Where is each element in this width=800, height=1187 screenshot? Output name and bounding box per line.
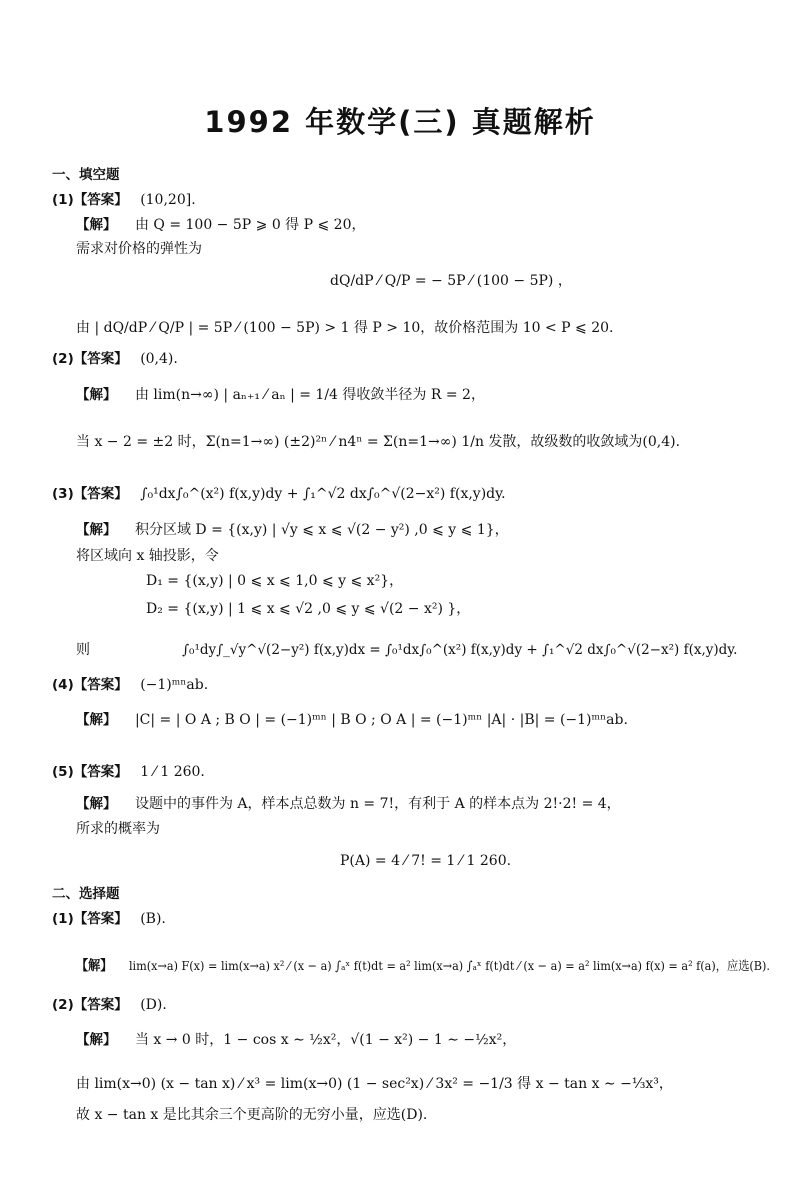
answer-label: (4)【答案】 [52, 677, 128, 693]
q3-solution-line-1 [76, 521, 509, 539]
answer-value: (D). [140, 997, 167, 1013]
solution-text: 设题中的事件为 A，样本点总数为 n = 7!，有利于 A 的样本点为 2!·2! = 4， [134, 796, 621, 812]
q5-solution-line-2: 所求的概率为 [76, 821, 160, 837]
s2-q1-answer-row [52, 910, 166, 928]
answer-label: (3)【答案】 [52, 486, 128, 502]
answer-value: (B). [140, 911, 166, 927]
q4-solution-line-1 [76, 711, 628, 729]
solution-text: lim(x→a) F(x) = lim(x→a) x² ⁄ (x − a) ∫ₐˣ f(t)dt = a² lim(x→a) ∫ₐˣ f(t)dt ⁄ (x − a) = a² lim(x→a) f(x) = a² f(a)，应选(B). [128, 958, 770, 973]
solution-label: 【解】 [76, 217, 117, 233]
answer-label: (2)【答案】 [52, 351, 128, 367]
solution-text: 当 x → 0 时，1 − cos x ∼ ½x²，√(1 − x²) − 1 ∼ −½x²， [134, 1032, 517, 1048]
q1-solution-line-4: 由 | dQ/dP ⁄ Q/P | = 5P ⁄ (100 − 5P) > 1 得 P > 10，故价格范围为 10 < P ⩽ 20. [76, 320, 614, 336]
s2-q2-solution-line-3: 故 x − tan x 是比其余三个更高阶的无穷小量，应选(D). [76, 1107, 428, 1123]
answer-value: ∫₀¹dx∫₀^(x²) f(x,y)dy + ∫₁^√2 dx∫₀^√(2−x²) f(x,y)dy. [140, 486, 506, 502]
answer-value: (−1)ᵐⁿab. [140, 677, 209, 693]
q1-solution-line-2: 需求对价格的弹性为 [76, 241, 202, 257]
q3-region-d1: D₁ = {(x,y) | 0 ⩽ x ⩽ 1,0 ⩽ y ⩽ x²}， [146, 573, 404, 589]
solution-label: 【解】 [76, 958, 113, 974]
solution-label: 【解】 [76, 387, 117, 403]
solution-text: 由 lim(n→∞) | aₙ₊₁ ⁄ aₙ | = 1/4 得收敛半径为 R = 2， [134, 387, 485, 403]
q2-solution-line-1 [76, 386, 485, 404]
q1-answer-row [52, 191, 196, 209]
answer-label: (1)【答案】 [52, 911, 128, 927]
answer-label: (5)【答案】 [52, 764, 128, 780]
exchanged-integral: ∫₀¹dy∫_√y^√(2−y²) f(x,y)dx = ∫₀¹dx∫₀^(x²) f(x,y)dy + ∫₁^√2 dx∫₀^√(2−x²) f(x,y)dy. [182, 642, 738, 658]
answer-value: 1 ⁄ 1 260. [140, 764, 205, 780]
solution-text: |C| = | O A ; B O | = (−1)ᵐⁿ | B O ; O A | = (−1)ᵐⁿ |A| · |B| = (−1)ᵐⁿab. [134, 712, 628, 728]
answer-value: (10,20]. [140, 192, 196, 208]
answer-label: (2)【答案】 [52, 997, 128, 1013]
q2-solution-line-2: 当 x − 2 = ±2 时，Σ(n=1→∞) (±2)²ⁿ ⁄ n4ⁿ = Σ(n=1→∞) 1/n 发散，故级数的收敛域为(0,4). [76, 434, 681, 450]
solution-text: 由 Q = 100 − 5P ⩾ 0 得 P ⩽ 20， [134, 217, 366, 233]
q3-solution-line-5 [76, 641, 738, 659]
q5-answer-row [52, 763, 205, 781]
q5-probability-formula: P(A) = 4 ⁄ 7! = 1 ⁄ 1 260. [340, 853, 512, 869]
section-heading-fill-in: 一、填空题 [52, 167, 120, 183]
solution-label: 【解】 [76, 796, 117, 812]
q1-elasticity-formula: dQ/dP ⁄ Q/P = − 5P ⁄ (100 − 5P) ， [330, 273, 572, 289]
answer-value: (0,4). [140, 351, 178, 367]
q1-solution-line-1 [76, 216, 366, 234]
q4-answer-row [52, 676, 208, 694]
q3-solution-line-2: 将区域向 x 轴投影，令 [76, 548, 219, 564]
solution-label: 【解】 [76, 712, 117, 728]
q3-region-d2: D₂ = {(x,y) | 1 ⩽ x ⩽ √2 ,0 ⩽ y ⩽ √(2 − x²) }， [146, 601, 471, 617]
q3-answer-row [52, 485, 506, 503]
solution-label: 【解】 [76, 522, 117, 538]
s2-q2-solution-line-2: 由 lim(x→0) (x − tan x) ⁄ x³ = lim(x→0) (1 − sec²x) ⁄ 3x² = −1/3 得 x − tan x ∼ −⅓x³， [76, 1076, 673, 1092]
q2-answer-row [52, 350, 178, 368]
page-title: 1992 年数学(三) 真题解析 [204, 105, 596, 139]
section-heading-multiple-choice: 二、选择题 [52, 886, 120, 902]
s2-q1-solution-line-1 [76, 957, 770, 975]
q5-solution-line-1 [76, 795, 621, 813]
solution-label: 【解】 [76, 1032, 117, 1048]
s2-q2-answer-row [52, 996, 167, 1014]
then-label: 则 [76, 642, 90, 658]
s2-q2-solution-line-1 [76, 1031, 516, 1049]
answer-label: (1)【答案】 [52, 192, 128, 208]
solution-text: 积分区域 D = {(x,y) | √y ⩽ x ⩽ √(2 − y²) ,0 ⩽ y ⩽ 1}， [134, 522, 509, 538]
